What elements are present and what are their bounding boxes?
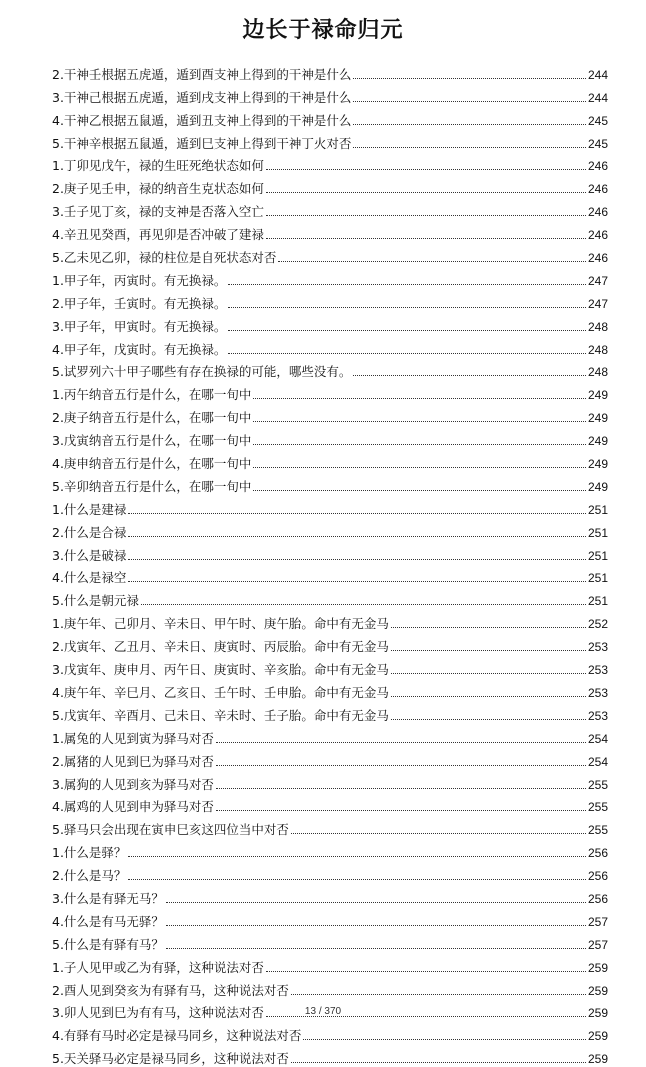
toc-entry[interactable] xyxy=(52,518,608,541)
toc-entry[interactable] xyxy=(52,403,608,426)
toc-entry-page-number: 244 xyxy=(587,90,608,105)
toc-dot-leader xyxy=(216,742,586,743)
toc-dot-leader xyxy=(266,192,586,193)
toc-dot-leader xyxy=(391,719,586,720)
toc-entry-page-number: 259 xyxy=(587,960,608,975)
toc-entry[interactable] xyxy=(52,220,608,243)
toc-entry-title: 4.什么是有马无驿？ xyxy=(52,913,164,929)
toc-entry-title: 3.属狗的人见到亥为驿马对否 xyxy=(52,776,214,792)
toc-entry-page-number: 248 xyxy=(587,342,608,357)
toc-entry-title: 3.甲子年，甲寅时。有无换禄。 xyxy=(52,318,227,334)
toc-entry-page-number: 254 xyxy=(587,754,608,769)
toc-dot-leader xyxy=(278,261,586,262)
toc-dot-leader xyxy=(291,1062,586,1063)
table-of-contents xyxy=(52,60,608,1067)
toc-dot-leader xyxy=(166,925,586,926)
toc-entry[interactable] xyxy=(52,747,608,770)
toc-entry-page-number: 245 xyxy=(587,136,608,151)
toc-dot-leader xyxy=(128,513,586,514)
toc-entry-title: 1.甲子年，丙寅时。有无换禄。 xyxy=(52,272,227,288)
toc-dot-leader xyxy=(353,375,586,376)
toc-entry-title: 4.庚申纳音五行是什么，在哪一旬中 xyxy=(52,456,252,472)
toc-dot-leader xyxy=(266,169,586,170)
toc-entry-title: 5.辛卯纳音五行是什么，在哪一旬中 xyxy=(52,478,252,494)
toc-entry-page-number: 255 xyxy=(587,777,608,792)
toc-dot-leader xyxy=(291,994,586,995)
toc-dot-leader xyxy=(166,902,586,903)
toc-entry[interactable] xyxy=(52,976,608,999)
toc-entry[interactable] xyxy=(52,861,608,884)
toc-entry[interactable] xyxy=(52,770,608,793)
toc-entry-title: 4.干神乙根据五鼠遁，遁到丑支神上得到的干神是什么 xyxy=(52,112,352,128)
toc-dot-leader xyxy=(166,948,586,949)
toc-entry[interactable] xyxy=(52,60,608,83)
toc-entry-title: 5.乙未见乙卯，禄的柱位是自死状态对否 xyxy=(52,250,277,266)
toc-entry[interactable] xyxy=(52,930,608,953)
toc-entry-page-number: 251 xyxy=(587,594,608,609)
toc-entry[interactable] xyxy=(52,609,608,632)
toc-entry-page-number: 247 xyxy=(587,296,608,311)
toc-entry-page-number: 255 xyxy=(587,823,608,838)
toc-entry[interactable] xyxy=(52,701,608,724)
toc-dot-leader xyxy=(141,604,586,605)
toc-entry-page-number: 245 xyxy=(587,113,608,128)
toc-entry-page-number: 249 xyxy=(587,434,608,449)
toc-entry-title: 5.戊寅年、辛酉月、己未日、辛未时、壬子胎。命中有无金马 xyxy=(52,707,389,723)
toc-dot-leader xyxy=(228,284,586,285)
toc-entry-page-number: 247 xyxy=(587,273,608,288)
toc-dot-leader xyxy=(216,765,586,766)
toc-dot-leader xyxy=(128,536,586,537)
toc-dot-leader xyxy=(391,650,586,651)
toc-entry-page-number: 249 xyxy=(587,388,608,403)
toc-entry[interactable] xyxy=(52,586,608,609)
toc-entry-page-number: 251 xyxy=(587,571,608,586)
toc-entry-title: 2.庚子见壬申，禄的纳音生克状态如何 xyxy=(52,181,264,197)
toc-entry[interactable] xyxy=(52,174,608,197)
toc-entry-title: 3.戊寅年、庚申月、丙午日、庚寅时、辛亥胎。命中有无金马 xyxy=(52,662,389,678)
toc-dot-leader xyxy=(353,124,586,125)
toc-dot-leader xyxy=(391,696,586,697)
toc-dot-leader xyxy=(353,147,586,148)
toc-entry[interactable] xyxy=(52,1021,608,1044)
toc-entry-page-number: 255 xyxy=(587,800,608,815)
toc-entry-title: 3.什么是破禄 xyxy=(52,547,127,563)
toc-entry[interactable] xyxy=(52,129,608,152)
toc-dot-leader xyxy=(228,307,586,308)
toc-dot-leader xyxy=(253,421,586,422)
toc-entry-title: 2.戊寅年、乙丑月、辛未日、庚寅时、丙辰胎。命中有无金马 xyxy=(52,639,389,655)
toc-entry-title: 2.干神壬根据五虎遁，遁到酉支神上得到的干神是什么 xyxy=(52,66,352,82)
toc-entry[interactable] xyxy=(52,472,608,495)
toc-entry-page-number: 246 xyxy=(587,251,608,266)
toc-entry-title: 2.什么是马？ xyxy=(52,868,127,884)
toc-dot-leader xyxy=(228,353,586,354)
toc-entry-title: 4.什么是禄空 xyxy=(52,570,127,586)
toc-dot-leader xyxy=(266,215,586,216)
toc-dot-leader xyxy=(266,238,586,239)
toc-entry[interactable] xyxy=(52,449,608,472)
toc-entry[interactable] xyxy=(52,678,608,701)
toc-entry-page-number: 254 xyxy=(587,731,608,746)
toc-entry-title: 2.属猪的人见到巳为驿马对否 xyxy=(52,753,214,769)
toc-dot-leader xyxy=(253,444,586,445)
toc-entry[interactable] xyxy=(52,907,608,930)
toc-entry-title: 1.属兔的人见到寅为驿马对否 xyxy=(52,730,214,746)
toc-entry[interactable] xyxy=(52,564,608,587)
toc-entry[interactable] xyxy=(52,838,608,861)
toc-entry-title: 1.丁卯见戊午，禄的生旺死绝状态如何 xyxy=(52,158,264,174)
toc-dot-leader xyxy=(253,490,586,491)
toc-entry-page-number: 256 xyxy=(587,846,608,861)
toc-entry-page-number: 249 xyxy=(587,411,608,426)
toc-entry-title: 5.驿马只会出现在寅申巳亥这四位当中对否 xyxy=(52,822,289,838)
toc-entry-page-number: 248 xyxy=(587,365,608,380)
toc-entry-title: 4.庚午年、辛巳月、乙亥日、壬午时、壬申胎。命中有无金马 xyxy=(52,684,389,700)
toc-entry[interactable] xyxy=(52,884,608,907)
toc-entry-page-number: 253 xyxy=(587,708,608,723)
toc-dot-leader xyxy=(228,330,586,331)
toc-dot-leader xyxy=(291,833,586,834)
toc-dot-leader xyxy=(303,1039,586,1040)
toc-entry-page-number: 246 xyxy=(587,228,608,243)
toc-entry-page-number: 259 xyxy=(587,1006,608,1021)
toc-entry[interactable] xyxy=(52,632,608,655)
toc-entry-page-number: 246 xyxy=(587,205,608,220)
toc-entry-title: 2.甲子年，壬寅时。有无换禄。 xyxy=(52,295,227,311)
toc-entry-page-number: 257 xyxy=(587,914,608,929)
toc-dot-leader xyxy=(353,101,586,102)
toc-entry[interactable] xyxy=(52,358,608,381)
toc-entry[interactable] xyxy=(52,106,608,129)
toc-dot-leader xyxy=(128,856,586,857)
toc-entry-page-number: 251 xyxy=(587,548,608,563)
page-number: 13 / 370 xyxy=(304,1006,342,1017)
toc-entry-title: 2.什么是合禄 xyxy=(52,524,127,540)
toc-entry-page-number: 259 xyxy=(587,1052,608,1067)
toc-entry-title: 5.什么是朝元禄 xyxy=(52,593,139,609)
toc-entry[interactable] xyxy=(52,152,608,175)
toc-dot-leader xyxy=(253,467,586,468)
toc-entry-title: 4.属鸡的人见到申为驿马对否 xyxy=(52,799,214,815)
toc-entry[interactable] xyxy=(52,312,608,335)
toc-entry-title: 3.卯人见到巳为有有马，这种说法对否 xyxy=(52,1005,264,1021)
toc-entry-title: 4.甲子年，戊寅时。有无换禄。 xyxy=(52,341,227,357)
toc-entry-page-number: 259 xyxy=(587,1029,608,1044)
toc-dot-leader xyxy=(391,673,586,674)
toc-entry-page-number: 244 xyxy=(587,67,608,82)
toc-entry[interactable] xyxy=(52,289,608,312)
toc-entry-title: 2.酉人见到癸亥为有驿有马，这种说法对否 xyxy=(52,982,289,998)
toc-entry[interactable] xyxy=(52,83,608,106)
toc-entry[interactable] xyxy=(52,953,608,976)
toc-dot-leader xyxy=(353,78,586,79)
toc-entry[interactable] xyxy=(52,655,608,678)
toc-dot-leader xyxy=(128,581,586,582)
toc-entry-title: 1.什么是建禄 xyxy=(52,501,127,517)
toc-entry-page-number: 249 xyxy=(587,457,608,472)
toc-dot-leader xyxy=(266,971,586,972)
toc-entry-page-number: 246 xyxy=(587,159,608,174)
toc-entry[interactable] xyxy=(52,793,608,816)
toc-entry[interactable] xyxy=(52,815,608,838)
toc-entry-page-number: 256 xyxy=(587,869,608,884)
toc-entry-title: 5.天关驿马必定是禄马同乡，这种说法对否 xyxy=(52,1051,289,1067)
toc-dot-leader xyxy=(128,879,586,880)
toc-entry-title: 5.什么是有驿有马？ xyxy=(52,936,164,952)
toc-entry-title: 1.丙午纳音五行是什么，在哪一旬中 xyxy=(52,387,252,403)
toc-entry-title: 1.子人见甲或乙为有驿，这种说法对否 xyxy=(52,959,264,975)
toc-entry[interactable] xyxy=(52,266,608,289)
toc-entry[interactable] xyxy=(52,243,608,266)
toc-entry-title: 3.壬子见丁亥，禄的支神是否落入空亡 xyxy=(52,204,264,220)
toc-entry[interactable] xyxy=(52,426,608,449)
toc-entry-title: 4.辛丑见癸酉，再见卯是否冲破了建禄 xyxy=(52,227,264,243)
toc-dot-leader xyxy=(128,559,586,560)
toc-entry-page-number: 249 xyxy=(587,479,608,494)
page-title: 边长于禄命归元 xyxy=(242,18,404,43)
toc-entry-page-number: 257 xyxy=(587,937,608,952)
toc-entry-page-number: 248 xyxy=(587,319,608,334)
toc-entry-page-number: 253 xyxy=(587,663,608,678)
toc-entry-page-number: 246 xyxy=(587,182,608,197)
toc-entry-page-number: 252 xyxy=(587,617,608,632)
toc-entry-title: 5.干神辛根据五鼠遁，遁到巳支神上得到干神丁火对否 xyxy=(52,135,352,151)
toc-entry[interactable] xyxy=(52,197,608,220)
toc-entry-title: 1.什么是驿？ xyxy=(52,845,127,861)
toc-entry-title: 3.什么是有驿无马？ xyxy=(52,890,164,906)
toc-dot-leader xyxy=(391,627,586,628)
toc-dot-leader xyxy=(216,810,586,811)
toc-entry-title: 2.庚子纳音五行是什么，在哪一旬中 xyxy=(52,410,252,426)
toc-entry[interactable] xyxy=(52,335,608,358)
toc-entry[interactable] xyxy=(52,380,608,403)
toc-entry[interactable] xyxy=(52,1044,608,1067)
toc-dot-leader xyxy=(253,398,586,399)
toc-entry[interactable] xyxy=(52,724,608,747)
toc-entry-page-number: 256 xyxy=(587,891,608,906)
toc-entry-title: 3.戊寅纳音五行是什么，在哪一旬中 xyxy=(52,433,252,449)
toc-entry-title: 3.干神己根据五虎遁，遁到戌支神上得到的干神是什么 xyxy=(52,89,352,105)
toc-entry-page-number: 251 xyxy=(587,525,608,540)
toc-entry-title: 4.有驿有马时必定是禄马同乡，这种说法对否 xyxy=(52,1028,302,1044)
toc-entry[interactable] xyxy=(52,495,608,518)
toc-entry-title: 1.庚午年、己卯月、辛未日、甲午时、庚午胎。命中有无金马 xyxy=(52,616,389,632)
toc-entry-page-number: 253 xyxy=(587,685,608,700)
toc-entry[interactable] xyxy=(52,541,608,564)
toc-entry-page-number: 253 xyxy=(587,640,608,655)
toc-dot-leader xyxy=(216,788,586,789)
toc-entry-title: 5.试罗列六十甲子哪些有存在换禄的可能，哪些没有。 xyxy=(52,364,352,380)
toc-entry-page-number: 259 xyxy=(587,983,608,998)
toc-entry-page-number: 251 xyxy=(587,502,608,517)
